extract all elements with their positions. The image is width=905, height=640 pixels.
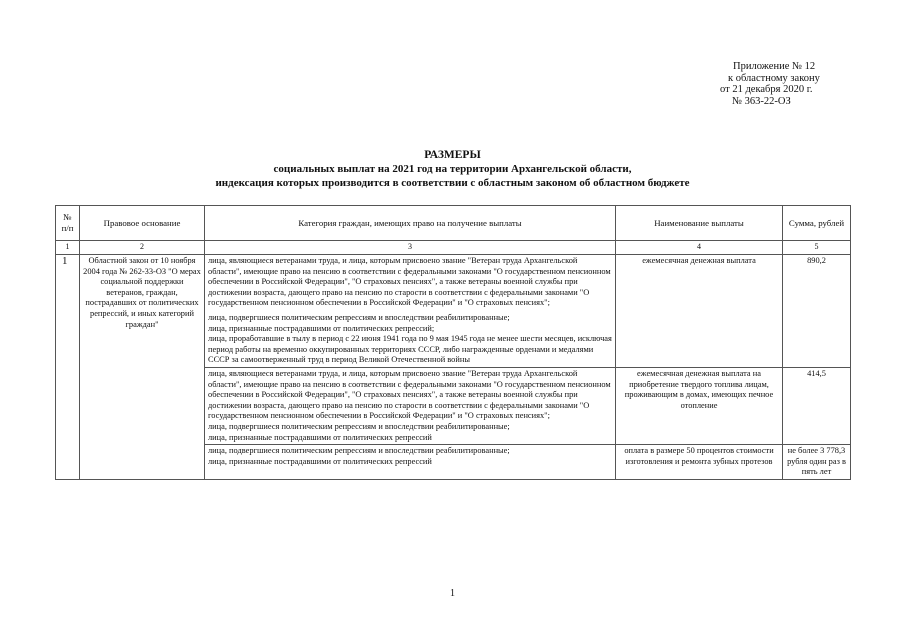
appendix-line-3: от 21 декабря 2020 г. [720,84,813,95]
header-num: № п/п [56,206,80,241]
col-number-4: 4 [616,241,783,255]
title-line-3: индексация которых производится в соответствии с областным законом об областном бюджете [215,177,690,189]
category-cell-2 [205,367,616,444]
title-line-1: РАЗМЕРЫ [424,149,481,161]
legal-basis-cell: Областной закон от 10 ноября 2004 года № 262-33-ОЗ "О мерах социальной поддержки ветеранов, граждан, пострадавших от политических репрессий, и иных категорий граждан" [80,255,205,480]
category-text: лица, подвергшиеся политическим репрессиям и впоследствии реабилитированные; [208,312,510,322]
col-number-3: 3 [205,241,616,255]
category-text: лица, проработавшие в тылу в период с 22 июня 1941 года по 9 мая 1945 года не менее шести месяцев, исключая период работы на временно оккупированных территориях СССР, либо награжденные орденами и медалями СССР за самоотверженный труд в период Великой Отечественной войны [208,334,612,365]
sum-cell-1: 890,2 [783,255,851,368]
col-number-1: 1 [56,241,80,255]
category-text: лица, подвергшиеся политическим репрессиям и впоследствии реабилитированные; [208,421,510,431]
category-cell-1 [205,255,616,368]
payment-name-cell-2: ежемесячная денежная выплата на приобретение твердого топлива лицам, проживающим в домах, имеющих печное отопление [616,367,783,444]
header-category: Категория граждан, имеющих право на получение выплаты [205,206,616,241]
category-text: лица, признанные пострадавшими от политических репрессий [208,432,432,442]
category-text: лица, подвергшиеся политическим репрессиям и впоследствии реабилитированные; [208,446,510,456]
appendix-line-4: № 363-22-ОЗ [732,95,791,107]
appendix-line-2: к областному закону [728,72,820,84]
payment-name-cell-3: оплата в размере 50 процентов стоимости изготовления и ремонта зубных протезов [616,445,783,480]
sum-cell-3: не более 3 778,3 рубля один раз в пять лет [783,445,851,480]
appendix-header [720,61,820,107]
sum-cell-2: 414,5 [783,367,851,444]
col-number-2: 2 [80,241,205,255]
payments-table [55,205,851,480]
table-row [56,255,851,368]
column-number-row [56,241,851,255]
category-text: лица, являющиеся ветеранами труда, и лица, которым присвоено звание "Ветеран труда Архангельской области", имеющие право на пенсию в соответствии с федеральными законами "О государственном пенсионном обеспечении в Российской Федерации", "О страховых пенсиях", а также ветераны военной службы при достижении возраста, дающего право на пенсию по старости в соответствии с федеральными законами "О государственном пенсионном обеспечении в Российской Федерации" и "О страховых пенсиях"; [208,368,611,421]
table-header-row [56,206,851,241]
document-title [0,148,905,190]
page-number: 1 [450,588,455,599]
col-number-5: 5 [783,241,851,255]
header-basis: Правовое основание [80,206,205,241]
title-line-2: социальных выплат на 2021 год на территории Архангельской области, [273,163,632,175]
payment-name-cell-1: ежемесячная денежная выплата [616,255,783,368]
category-text: лица, признанные пострадавшими от политических репрессий [208,456,432,466]
row-number: 1 [56,255,80,480]
header-name: Наименование выплаты [616,206,783,241]
category-text: лица, признанные пострадавшими от политических репрессий; [208,323,435,333]
appendix-line-1: Приложение № 12 [733,61,816,72]
category-cell-3 [205,445,616,480]
header-sum: Сумма, рублей [783,206,851,241]
category-text: лица, являющиеся ветеранами труда, и лица, которым присвоено звание "Ветеран труда Архангельской области", имеющие право на пенсию в соответствии с федеральными законами "О государственном пенсионном обеспечении в Российской Федерации", "О страховых пенсиях", а также ветераны военной службы при достижении возраста, дающего право на пенсию по старости в соответствии с федеральными законами "О государственном пенсионном обеспечении в Российской Федерации" и "О страховых пенсиях"; [208,256,611,308]
